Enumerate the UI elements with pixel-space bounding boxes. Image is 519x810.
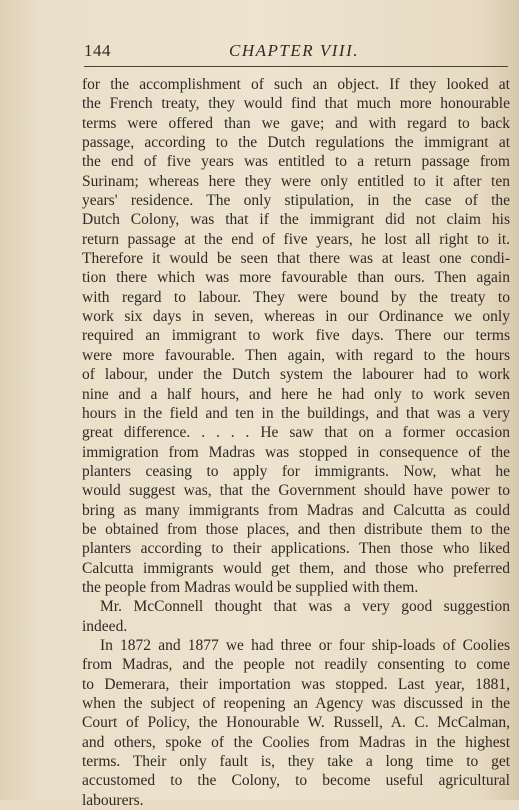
text-line: immigration from Madras was stopped in consequence of the xyxy=(82,443,510,461)
text-line: hours in the field and ten in the buildings, and that was a very xyxy=(82,404,510,422)
text-line: labourers. xyxy=(82,791,144,809)
text-line: tion there which was more favourable than ours. Then again xyxy=(82,269,510,287)
page-number: 144 xyxy=(84,41,111,60)
text-line: terms were offered than we gave; and with regard to back xyxy=(82,114,510,132)
text-line: years' residence. The only stipulation, in the case of the xyxy=(82,192,510,210)
text-line: indeed. xyxy=(82,617,128,635)
text-line: and others, spoke of the Coolies from Madras in the highest xyxy=(82,733,510,751)
text-line: accustomed to the Colony, to become useful agricultural xyxy=(82,772,510,790)
page-header xyxy=(84,41,508,63)
text-line: for the accomplishment of such an object. If they looked at xyxy=(82,76,510,93)
body-text xyxy=(82,75,510,810)
header-rule xyxy=(84,66,508,67)
text-line: with regard to labour. They were bound by the treaty to xyxy=(82,288,510,306)
text-line: planters ceasing to apply for immigrants. Now, what he xyxy=(82,462,510,480)
text-line: from Madras, and the people not readily consenting to come xyxy=(82,656,510,674)
text-line: the French treaty, they would find that much more honourable xyxy=(82,95,510,113)
text-line: Dutch Colony, was that if the immigrant did not claim his xyxy=(82,211,510,229)
text-line: Calcutta immigrants would get them, and those who preferred xyxy=(82,559,510,577)
text-line: to Demerara, their importation was stopped. Last year, 1881, xyxy=(82,675,510,693)
text-line: Surinam; whereas here they were only entitled to it after ten xyxy=(82,172,510,190)
text-line: when the subject of reopening an Agency was discussed in the xyxy=(82,695,510,712)
text-line: work six days in seven, whereas in our Ordinance we only xyxy=(82,308,510,326)
text-line: Court of Policy, the Honourable W. Russell, A. C. McCalman, xyxy=(82,714,510,732)
text-line: be obtained from those places, and then distribute them to the xyxy=(82,520,510,538)
text-line: would suggest was, that the Government should have power to xyxy=(82,482,510,500)
text-line: bring as many immigrants from Madras and Calcutta as could xyxy=(82,501,510,519)
text-line: nine and a half hours, and here he had only to work seven xyxy=(82,385,510,403)
text-line: the people from Madras would be supplied with them. xyxy=(82,578,419,596)
text-line: required an immigrant to work five days. There our terms xyxy=(82,327,510,345)
text-line: In 1872 and 1877 we had three or four ship-loads of Coolies xyxy=(100,636,510,654)
text-line: terms. Their only fault is, they take a long time to get xyxy=(82,753,510,771)
text-line: the end of five years was entitled to a return passage from xyxy=(82,153,510,171)
text-line: of labour, under the Dutch system the labourer had to work xyxy=(82,366,510,384)
text-line: were more favourable. Then again, with regard to the hours xyxy=(82,346,510,364)
running-head: CHAPTER VIII. xyxy=(229,41,359,60)
text-line: great difference. . . . . He saw that on a former occasion xyxy=(82,424,510,442)
text-line: return passage at the end of five years, he lost all right to it. xyxy=(82,230,510,248)
text-line: Therefore it would be seen that there was at least one condi- xyxy=(82,250,510,268)
text-line: Mr. McConnell thought that was a very good suggestion xyxy=(100,598,510,616)
text-line: planters according to their applications. Then those who liked xyxy=(82,540,510,558)
text-line: passage, according to the Dutch regulations the immigrant at xyxy=(82,134,510,152)
